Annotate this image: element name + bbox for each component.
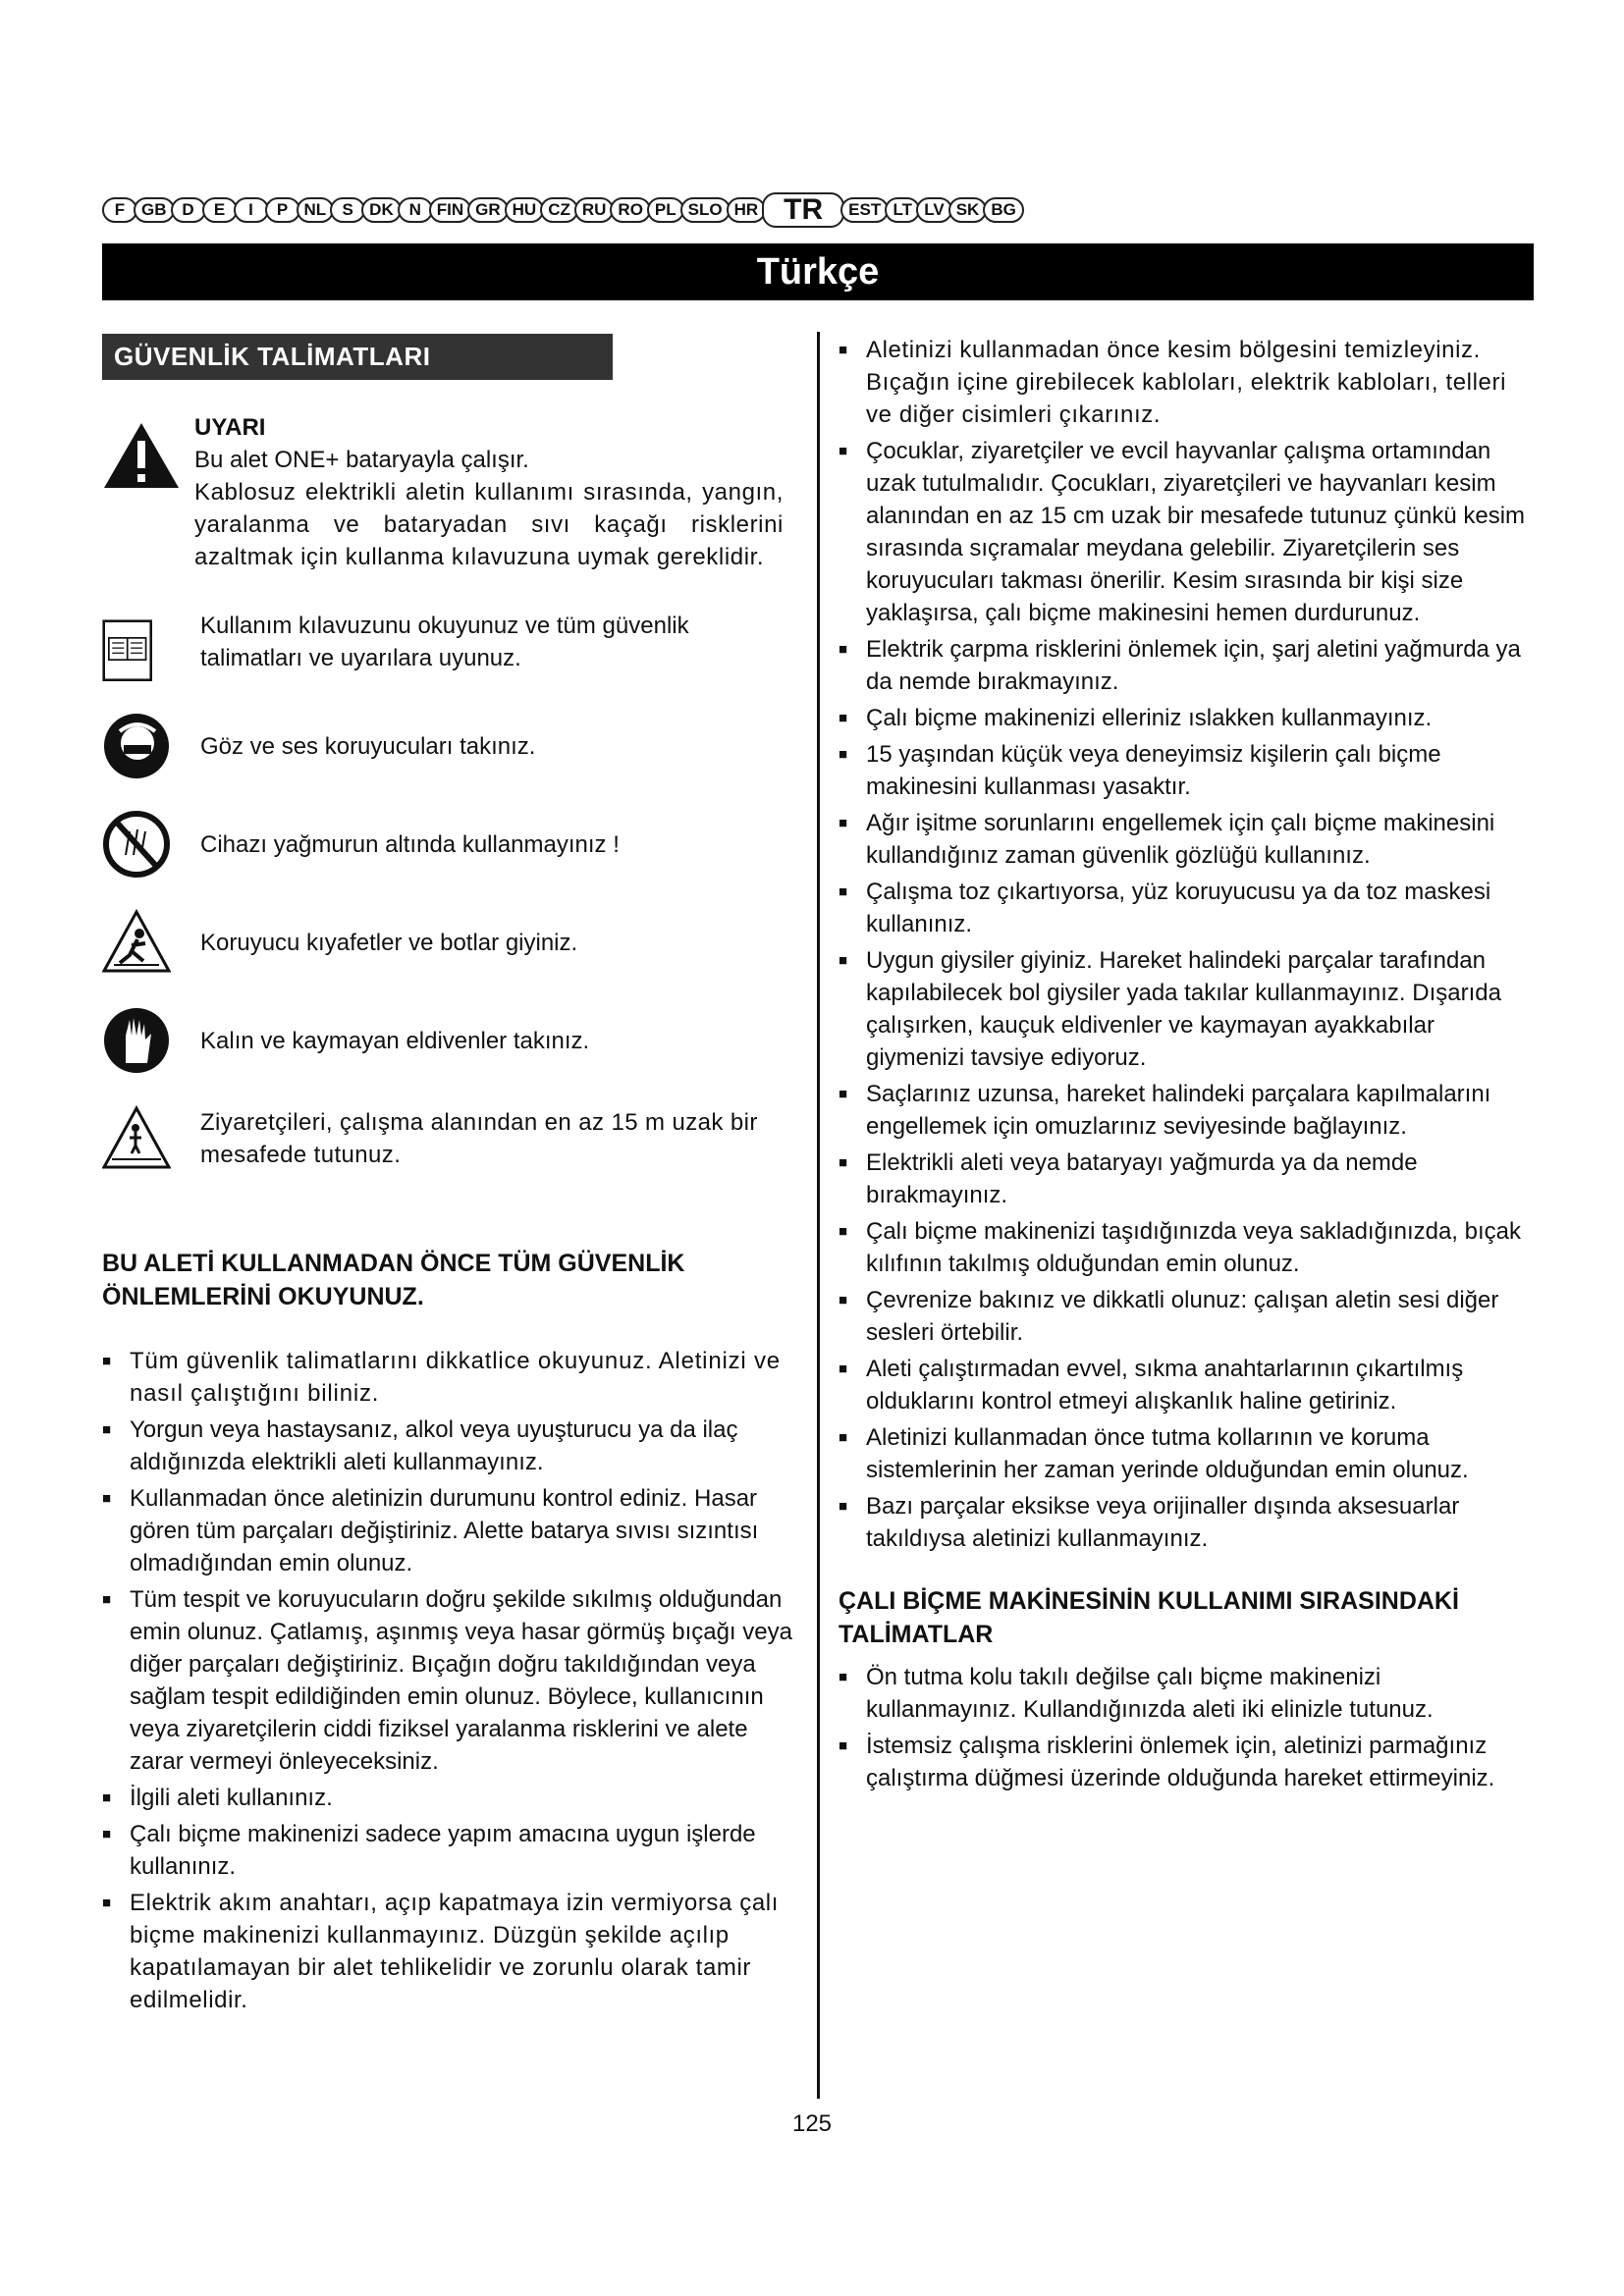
list-item: ■ İstemsiz çalışma risklerini önlemek için, aletinizi parmağınız çalıştırma düğmesi üzerinde olduğunda hareket ettirmeyiniz. [839,1730,1534,1794]
language-tab-sk[interactable]: SK [948,197,988,223]
language-tab-bg[interactable]: BG [983,197,1024,223]
list-item: ■ Yorgun veya hastaysanız, alkol veya uyuşturucu ya da ilaç aldığınızda elektrikli aleti kullanmayınız. [102,1414,795,1478]
no-rain-icon [102,810,171,879]
list-item: ■ Aletinizi kullanmadan önce tutma kollarının ve koruma sistemlerinin her zaman yerinde olduğundan emin olunuz. [839,1421,1534,1486]
list-item: ■ Kullanmadan önce aletinizin durumunu kontrol ediniz. Hasar gören tüm parçaları değiştiriniz. Alette batarya sıvısı sızıntısı olmadığından emin olunuz. [102,1482,795,1579]
list-item: ■ Saçlarınız uzunsa, hareket halindeki parçalara kapılmalarını engellemek için omuzlarınız seviyesinde bağlayınız. [839,1078,1534,1143]
language-tab-fin[interactable]: FIN [429,197,471,223]
symbol-row [102,607,795,691]
language-tab-dk[interactable]: DK [361,197,402,223]
warning-line: Bu alet ONE+ bataryayla çalışır. [194,447,529,473]
list-item: ■ İlgili aleti kullanınız. [102,1782,795,1814]
warning-title: UYARI [194,414,266,441]
language-tab-nl[interactable]: NL [297,197,335,223]
language-tab-hu[interactable]: HU [505,197,545,223]
eye-ear-protection-icon [102,712,171,780]
language-tab-est[interactable]: EST [840,197,889,223]
list-item: ■ Çalı biçme makinenizi elleriniz ıslakken kullanmayınız. [839,702,1534,734]
language-tab-p[interactable]: P [265,197,300,223]
symbol-text: Kullanım kılavuzunu okuyunuz ve tüm güvenlik talimatları ve uyarılara uyunuz. [200,613,689,671]
list-item: ■ Çocuklar, ziyaretçiler ve evcil hayvanlar çalışma ortamından uzak tutulmalıdır. Çocukları, ziyaretçileri ve hayvanları kesim alanından en az 15 cm uzak bir mesafede tutunuz çünkü kesim sırasında sıçramalar meydana gelebilir. Ziyaretçilerin ses koruyucuları takması önerilir. Kesim sırasında bir kişi size yaklaşırsa, çalı biçme makinesini hemen durdurunuz. [839,435,1534,629]
symbol-row [102,895,795,989]
read-all-heading: BU ALETİ KULLANMADAN ÖNCE TÜM GÜVENLİK ÖNLEMLERİNİ OKUYUNUZ. [102,1250,685,1310]
list-item: ■ Tüm güvenlik talimatlarını dikkatlice okuyunuz. Aletinizi ve nasıl çalıştığını biliniz. [102,1345,795,1410]
language-tab-tr[interactable]: TR [762,192,844,228]
warning-triangle-icon [102,421,181,490]
language-tab-ro[interactable]: RO [610,197,651,223]
language-tab-gb[interactable]: GB [134,197,175,223]
symbol-text: Koruyucu kıyafetler ve botlar giyiniz. [200,929,578,956]
page-title: Türkçe [102,243,1534,300]
symbol-row [102,1092,795,1186]
list-item: ■ Elektrikli aleti veya bataryayı yağmurda ya da nemde bırakmayınız. [839,1147,1534,1211]
keep-distance-icon [102,1104,171,1173]
list-item: ■ Çevrenize bakınız ve dikkatli olunuz: çalışan aletin sesi diğer sesleri örtebilir. [839,1284,1534,1349]
symbol-list [102,607,795,1186]
symbol-text: Ziyaretçileri, çalışma alanından en az 15 m uzak bir mesafede tutunuz. [200,1109,758,1168]
list-item: ■ Çalı biçme makinenizi taşıdığınızda veya sakladığınızda, bıçak kılıfının takılmış olduğundan emin olunuz. [839,1215,1534,1280]
language-tab-pl[interactable]: PL [647,197,684,223]
column-divider [817,332,820,2099]
right-column [839,334,1534,1798]
language-tab-lv[interactable]: LV [916,197,951,223]
usage-bullet-list [839,1661,1534,1794]
language-tab-hr[interactable]: HR [727,197,767,223]
language-tab-lt[interactable]: LT [885,197,920,223]
language-tab-ru[interactable]: RU [574,197,615,223]
warning-body: Kablosuz elektrikli aletin kullanımı sırasında, yangın, yaralanma ve bataryadan sıvı kaçağı risklerini azaltmak için kullanma kılavuzuna uymak gereklidir. [194,479,784,570]
safety-heading: GÜVENLİK TALİMATLARI [102,334,613,380]
list-item: ■ Elektrik akım anahtarı, açıp kapatmaya izin vermiyorsa çalı biçme makinenizi kullanmayınız. Düzgün şekilde açılıp kapatılamayan bir alet tehlikelidir ve zorunlu olarak tamir edilmelidir. [102,1887,795,2016]
warning-block [102,411,795,573]
page-number: 125 [791,2110,833,2137]
list-item: ■ Çalı biçme makinenizi sadece yapım amacına uygun işlerde kullanınız. [102,1818,795,1883]
left-bullet-list [102,1345,795,2016]
list-item: ■ Aletinizi kullanmadan önce kesim bölgesini temizleyiniz. Bıçağın içine girebilecek kabloları, elektrik kabloları, telleri ve diğer cisimleri çıkarınız. [839,334,1534,431]
symbol-row [102,797,795,891]
symbol-text: Kalın ve kaymayan eldivenler takınız. [200,1027,590,1054]
gloves-icon [102,1006,171,1075]
left-column [102,334,795,2020]
right-bullet-list [839,334,1534,1555]
language-tab-d[interactable]: D [171,197,206,223]
symbol-text: Göz ve ses koruyucuları takınız. [200,732,536,760]
list-item: ■ Aleti çalıştırmadan evvel, sıkma anahtarlarının çıkartılmış olduklarını kontrol etmeyi alışkanlık haline getiriniz. [839,1353,1534,1417]
symbol-text: Cihazı yağmurun altında kullanmayınız ! [200,830,620,858]
symbol-row [102,993,795,1088]
language-tab-i[interactable]: I [234,197,269,223]
list-item: ■ Ağır işitme sorunlarını engellemek için çalı biçme makinesini kullandığınız zaman güvenlik gözlüğü kullanınız. [839,807,1534,872]
list-item: ■ Elektrik çarpma risklerini önlemek için, şarj aletini yağmurda ya da nemde bırakmayınız. [839,633,1534,698]
list-item: ■ Çalışma toz çıkartıyorsa, yüz koruyucusu ya da toz maskesi kullanınız. [839,876,1534,940]
language-tab-s[interactable]: S [330,197,365,223]
language-tab-cz[interactable]: CZ [540,197,578,223]
list-item: ■ Tüm tespit ve koruyucuların doğru şekilde sıkılmış olduğundan emin olunuz. Çatlamış, aşınmış veya hasar görmüş bıçağı veya diğer parçaları değiştiriniz. Bıçağın doğru takıldığından veya sağlam tespit edildiğinden emin olunuz. Böylece, kullanıcının veya ziyaretçilerin ciddi fiziksel yaralanma risklerini ve alete zarar vermeyi önleyeceksiniz. [102,1583,795,1778]
usage-heading: ÇALI BİÇME MAKİNESİNİN KULLANIMI SIRASINDAKİ TALİMATLAR [839,1587,1459,1648]
protective-clothing-icon [102,908,171,977]
language-tab-slo[interactable]: SLO [680,197,731,223]
list-item: ■ Bazı parçalar eksikse veya orijinaller dışında aksesuarlar takıldıysa aletinizi kullanmayınız. [839,1490,1534,1555]
language-tab-e[interactable]: E [202,197,238,223]
language-tab-gr[interactable]: GR [467,197,509,223]
manual-book-icon [102,612,161,686]
language-selector [102,192,1526,228]
list-item: ■ Ön tutma kolu takılı değilse çalı biçme makinenizi kullanmayınız. Kullandığınızda aleti iki elinizle tutunuz. [839,1661,1534,1726]
symbol-row [102,699,795,793]
list-item: ■ Uygun giysiler giyiniz. Hareket halindeki parçalar tarafından kapılabilecek bol giysiler yada takılar kullanmayınız. Dışarıda çalışırken, kauçuk eldivenler ve kaymayan ayakkabılar giymenizi tavsiye ediyoruz. [839,944,1534,1074]
language-tab-n[interactable]: N [398,197,433,223]
language-tab-f[interactable]: F [102,197,137,223]
list-item: ■ 15 yaşından küçük veya deneyimsiz kişilerin çalı biçme makinesini kullanması yasaktır. [839,738,1534,803]
